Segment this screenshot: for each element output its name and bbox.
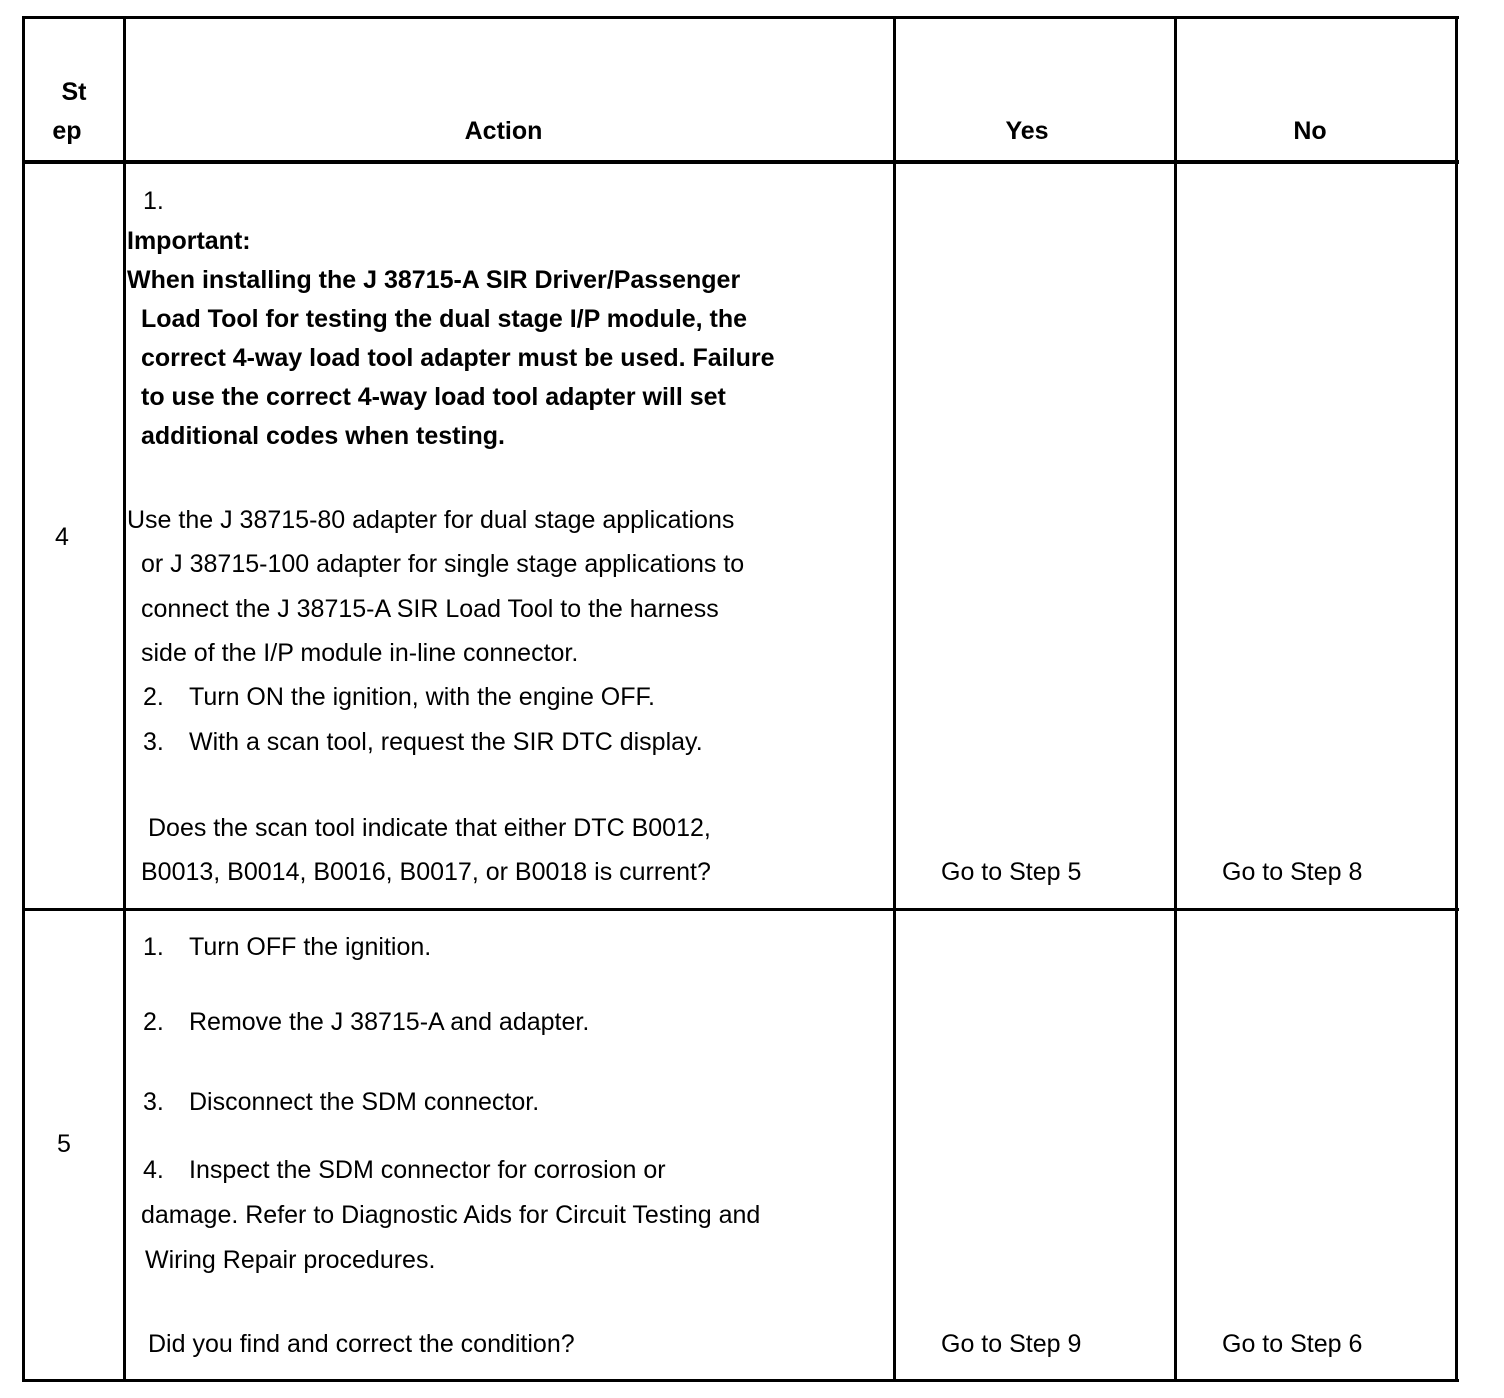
no-result: Go to Step 6 [1222,1330,1363,1358]
important-label: Important: [127,227,251,255]
header-step-line2: ep [52,117,82,145]
important-line: additional codes when testing. [141,422,505,450]
header-no: No [1293,117,1327,145]
no-result: Go to Step 8 [1222,858,1363,886]
action-line: side of the I/P module in-line connector. [141,639,579,667]
action-line: Wiring Repair procedures. [145,1246,436,1274]
question-line: Does the scan tool indicate that either DTC B0012, [148,814,711,842]
column-divider-action-yes [893,16,896,1382]
action-line: or J 38715-100 adapter for single stage applications to [141,550,745,578]
table-right-border [1455,16,1458,1382]
table-bottom-border [22,1379,1459,1382]
table-left-border [22,16,25,1382]
action-step-number: 3. [143,728,164,756]
row-divider [22,908,1459,911]
action-step-number: 1. [143,933,164,961]
action-step-text: Turn ON the ignition, with the engine OFF. [189,683,655,711]
column-divider-step-action [123,16,126,1382]
step-number: 4 [55,523,69,551]
question-line: B0013, B0014, B0016, B0017, or B0018 is current? [141,858,711,886]
action-step-number: 2. [143,683,164,711]
step-number: 5 [57,1130,71,1158]
header-action: Action [464,117,543,145]
important-line: When installing the J 38715-A SIR Driver/Passenger [127,266,741,294]
table-top-border [22,16,1459,19]
header-yes: Yes [1005,117,1049,145]
action-line: damage. Refer to Diagnostic Aids for Circuit Testing and [141,1201,761,1229]
action-item-number: 1. [143,187,164,215]
action-step-text: Disconnect the SDM connector. [189,1088,540,1116]
action-step-text: Remove the J 38715-A and adapter. [189,1008,590,1036]
important-line: correct 4-way load tool adapter must be used. Failure [141,344,775,372]
action-step-text: With a scan tool, request the SIR DTC display. [189,728,703,756]
important-line: to use the correct 4-way load tool adapter will set [141,383,726,411]
header-step-line1: St [61,78,87,106]
action-step-number: 2. [143,1008,164,1036]
column-divider-yes-no [1174,16,1177,1382]
yes-result: Go to Step 9 [941,1330,1082,1358]
action-line: connect the J 38715-A SIR Load Tool to the harness [141,595,719,623]
action-line: Use the J 38715-80 adapter for dual stage applications [127,506,735,534]
question-line: Did you find and correct the condition? [148,1330,575,1358]
action-step-text: Inspect the SDM connector for corrosion or [189,1156,666,1184]
action-step-number: 3. [143,1088,164,1116]
action-step-number: 4. [143,1156,164,1184]
action-step-text: Turn OFF the ignition. [189,933,432,961]
header-bottom-border [22,160,1459,164]
yes-result: Go to Step 5 [941,858,1082,886]
important-line: Load Tool for testing the dual stage I/P module, the [141,305,748,333]
